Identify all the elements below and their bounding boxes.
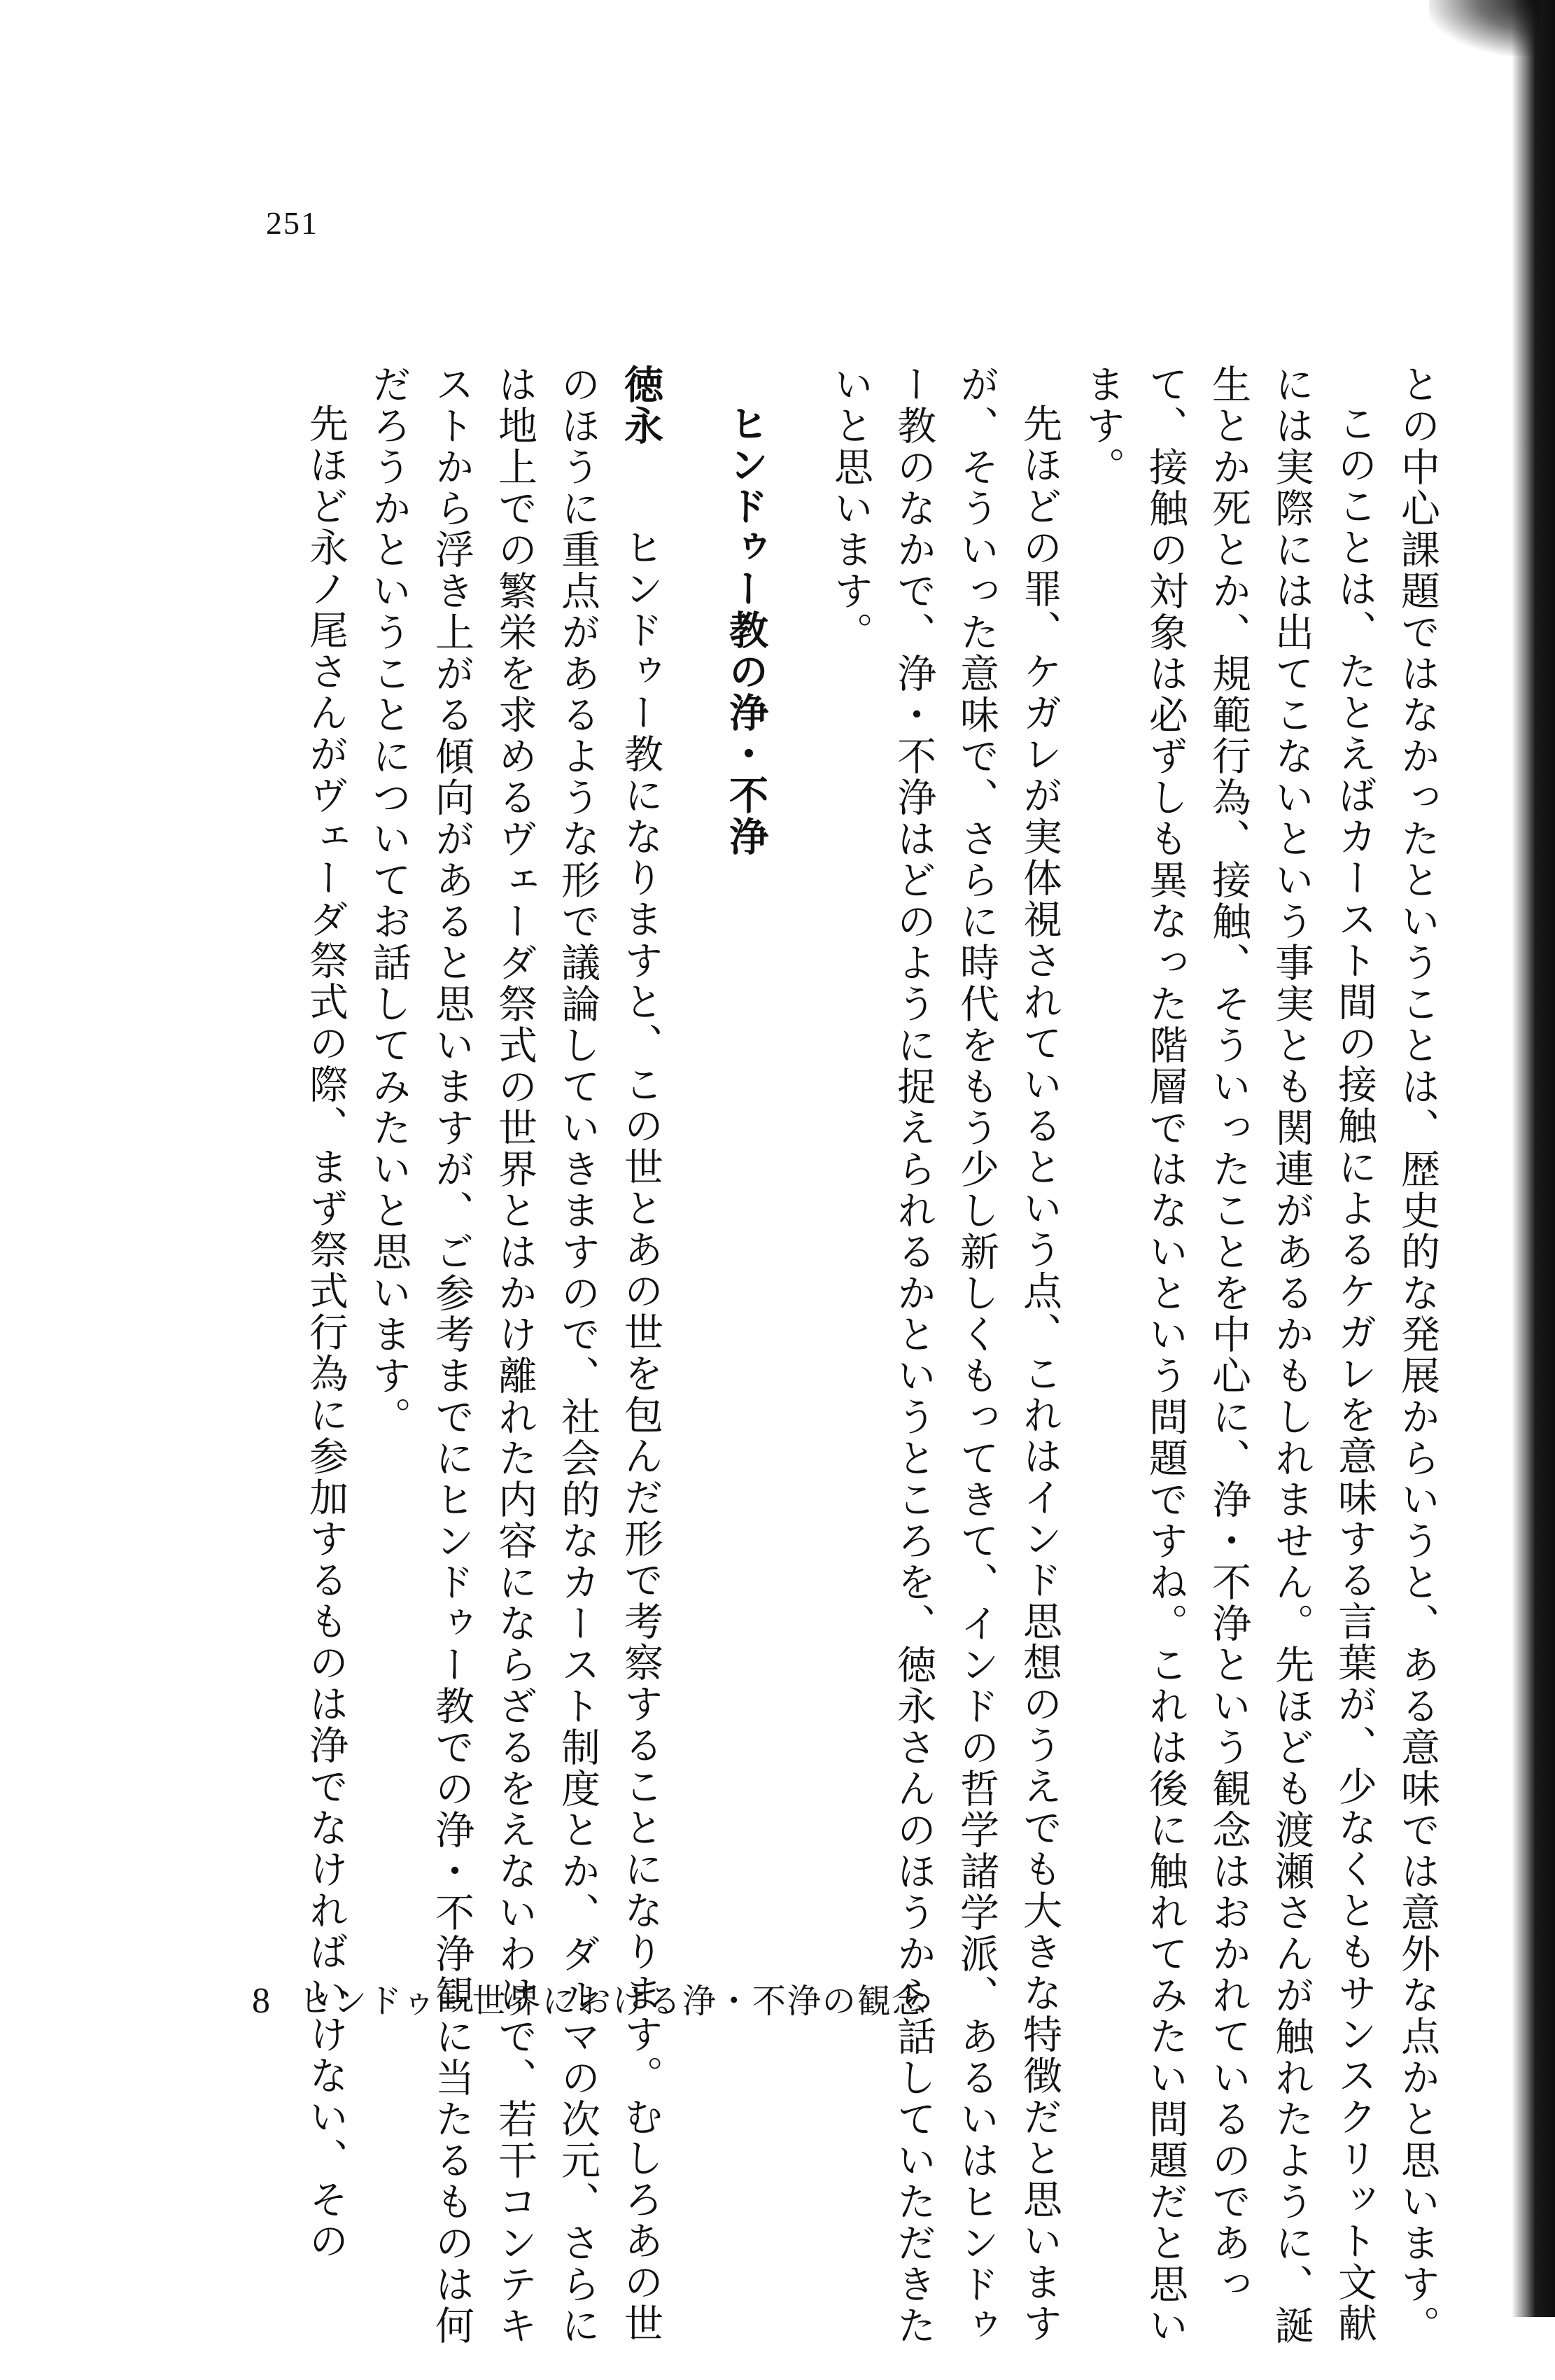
paragraph: との中心課題ではなかったということは、歴史的な発展からいうと、ある意味では意外な点かと思います。 (1395, 364, 1440, 2346)
paragraph: 先ほどの罪、ケガレが実体視されているという点、これはインド思想のうえでも大きな特徴だと思いますが、そういった意味で、さらに時代をもう少し新しくもってきて、インドの哲学諸学派、あるいはヒンドゥー教のなかで、浄・不浄はどのように捉えられるかというところを、徳永さんのほうから話していただきたいと思います。 (828, 364, 1062, 2346)
paragraph: 先ほど永ノ尾さんがヴェーダ祭式の際、まず祭式行為に参加するものは浄でなければいけない、その (303, 403, 349, 2262)
scan-shadow-edge (1512, 0, 1555, 2317)
body-text (224, 364, 1449, 2380)
scan-shadow-corner (1429, 0, 1541, 56)
chapter-title: ヒンドゥー世界における浄・不浄の観念 (298, 1982, 927, 2021)
speaker-name: 徳永 (618, 364, 663, 447)
page-number: 251 (266, 205, 318, 241)
dialogue-text: ヒンドゥー教になりますと、この世とあの世を包んだ形で考察することになります。むしろあの世のほうに重点があるような形で議論していきますので、社会的なカースト制度とか、ダルマの次元、さらには地上での繁栄を求めるヴェーダ祭式の世界とはかけ離れた内容にならざるをえないわけで、若干コンテキストから浮き上がる傾向があると思いますが、ご参考までにヒンドゥー教での浄・不浄観に当たるものは何だろうかということについてお話してみたいと思います。 (366, 364, 663, 2346)
dialogue-paragraph (357, 364, 672, 2380)
section-heading: ヒンドゥー教の浄・不浄 (723, 403, 768, 858)
running-footer (252, 1974, 927, 2022)
paragraph: このことは、たとえばカースト間の接触によるケガレを意味する言葉が、少なくともサンスクリット文献には実際には出てこないという事実とも関連があるかもしれません。先ほども渡瀬さんが触れたように、誕生とか死とか、規範行為、接触、そういったことを中心に、浄・不浄という観念はおかれているのであって、接触の対象は必ずしも異なった階層ではないという問題ですね。これは後に触れてみたい問題だと思います。 (1080, 364, 1377, 2346)
chapter-number: 8 (252, 1981, 272, 2021)
